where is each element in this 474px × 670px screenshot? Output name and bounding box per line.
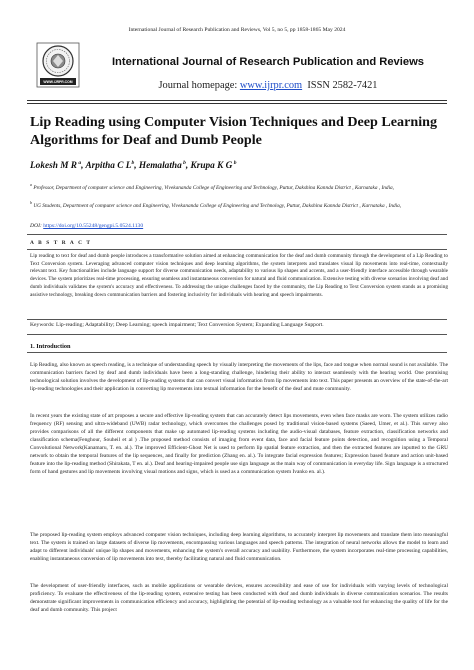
keywords-label: Keywords: xyxy=(30,322,56,328)
body-paragraph: Lip Reading, also known as speech reading, is a technique of understanding speech by visually interpreting the movements of the lips, face and tongue when normal sound is not available. The communication barriers faced by deaf and dumb individuals have been a long-standing challenge, hindering their ability to interact seamlessly with the hearing world. One promising technological solution involves the development of lip-reading systems that can convert visual information from lip movements into text. This paper presents an overview of the state-of-the-art lip-reading technologies and their application in converting lip movements into textual information for the benefit of the deaf and mute community. xyxy=(30,362,448,393)
section-rule xyxy=(27,352,447,353)
article-title: Lip Reading using Computer Vision Techniques and Deep Learning Algorithms for Deaf and Dumb People xyxy=(30,114,437,148)
header-rule-lower xyxy=(27,103,447,104)
header-rule xyxy=(27,100,447,101)
affiliation: $^b$ UG Students, Department of computer science and Engineering, Vivekananda College of Engineering and Technology, Puttur, Dakshina Kannda District , Karnataka , India, xyxy=(30,200,402,209)
author-list: Lokesh M R $^a$, Arpitha C $L^b$, Hemalatha $^b$, Krupa K G $^b$ xyxy=(30,160,237,172)
issn: ISSN 2582-7421 xyxy=(307,80,378,91)
homepage-label: Journal homepage: xyxy=(158,80,240,91)
doi-label: DOI: xyxy=(30,223,42,229)
homepage-link[interactable]: www.ijrpr.com xyxy=(239,80,303,91)
abstract-rule xyxy=(27,234,447,235)
author-name: Hemalatha xyxy=(138,161,182,172)
body-paragraph: In recent years the existing state of art proposes a secure and effective lip-reading system that can accurately detect lips movements, even when face masks are worn. The system utilizes radio frequency (RF) sensing and ultra-wideband (UWB) radar technology, which overcomes the challenges posed by traditional vision-based systems (Saeed, Umer, et al.). This survey also provides comparisons of all the different components that make up automated lip-reading systems including the audio-visual databases, feature extraction, classification networks and classification schema(Fenghour, Souheil et al ) .The proposed method consists of imaging from event data, face and facial feature points detection, and recognition using a Temporal Convolutional Network(Kanamaru, T. en. al.). The improved Efficient-Ghost Net is used to perform lip spatial feature extraction, and then the extracted features are inputted to the GRU network to obtain the temporal features of the lip sequences, and finally for prediction (Zhang en. al.). To integrate facial expression features; Expression based feature and action unit-based feature into the lip-reading method (Shirakata, T en. al.). Deaf and hearing-impaired people use sign language as the main way of communication in everyday life. Sign language is a structured form of hand gestures and lip movements involving visual motions and signs, which is used as a communication system Ivanko en. al.). xyxy=(30,413,448,476)
keywords-list: Lip-reading; Adaptability; Deep Learning; speech impairment; Text Conversion System; Expanding Language Support. xyxy=(55,322,324,328)
body-paragraph: The proposed lip-reading system employs advanced computer vision techniques, including deep learning algorithms, to accurately interpret lip movements and translate them into meaningful text. The system is trained on large datasets of diverse lip movements, encompassing various languages and speech patterns. The integration of neural networks allows the model to learn and adapt to different individuals' unique lip shapes and movements, enhancing the system's overall accuracy and usability. Furthermore, the system incorporates real-time processing capabilities, enabling instantaneous conversion of lip movements into text, thereby facilitating natural and fluid communication. xyxy=(30,532,448,563)
abstract-heading: A B S T R A C T xyxy=(30,240,92,246)
author-name: Lokesh M R xyxy=(30,161,78,172)
abstract-head-rule xyxy=(27,249,447,250)
running-head: International Journal of Research Publication and Reviews, Vol 5, no 5, pp 1858-1865 May 2024 xyxy=(128,27,346,33)
author-name: Krupa K G xyxy=(190,161,233,172)
body-paragraph: The development of user-friendly interfaces, such as mobile applications or wearable devices, ensures accessibility and ease of use for individuals with varying levels of technological proficiency. To evaluate the effectiveness of the lip-reading system, extensive testing has been conducted with deaf and dumb individuals in diverse communication scenarios. The results demonstrate significant improvements in communication efficiency and accuracy, highlighting the potential of lip-reading technology as a valuable tool for enhancing the quality of life for the deaf and dumb community. This project xyxy=(30,583,448,614)
journal-name: International Journal of Research Publication and Reviews xyxy=(111,56,425,68)
logo-caption: WWW.IJRPR.COM xyxy=(43,80,73,84)
doi-link[interactable]: https://doi.org/10.55248/gengpi.5.0524.1130 xyxy=(43,223,144,229)
keywords-rule xyxy=(27,319,447,320)
keywords-line xyxy=(30,322,450,328)
affiliation: $^a$ Professor, Department of computer science and Engineering, Vivekananda College of Engineering and Technology, Puttur, Dakshina Kannda District , Karnataka , India, xyxy=(30,182,395,191)
abstract-text: Lip reading to text for deaf and dumb people introduces a transformative solution aimed at enhancing communication for the deaf and dumb community through the development of a Lip Reading to Text Conversion system. Leveraging advanced computer vision techniques and deep learning algorithms, the system interprets and translates visual lip movements into real-time, contextually relevant text. Key functionalities include language support for diverse communication needs, adaptability to various lip shapes and accents, and a user-friendly interface accessible through wearable devices. The system prioritizes real-time processing, ensuring seamless and instantaneous conversion for natural and fluid communication. Extensive testing with diverse scenarios involving deaf and dumb individuals validates the system's accuracy and effectiveness. To addressing the unique challenges faced by the community, the Lip Reading to Text Conversion system stands as a promising assistive technology, breaking down communication barriers and fostering inclusivity for individuals with hearing and speech impairments. xyxy=(30,253,448,298)
journal-homepage-line xyxy=(88,80,448,91)
author-name: Arpitha C L xyxy=(85,161,132,172)
section-heading: 1. Introduction xyxy=(30,343,71,350)
keywords-bottom-rule xyxy=(27,334,447,335)
doi-line xyxy=(30,223,450,229)
